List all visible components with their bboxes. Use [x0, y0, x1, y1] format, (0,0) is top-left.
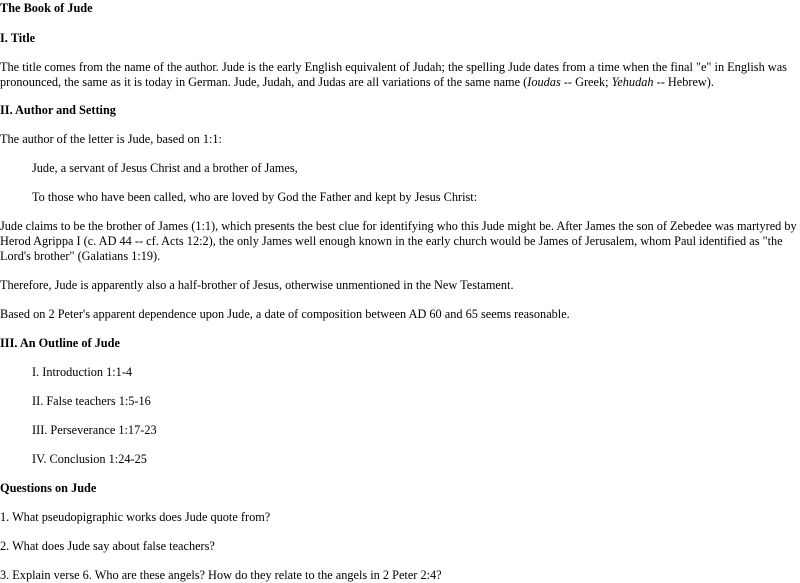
greek-word: Ioudas [527, 75, 561, 89]
james-paragraph: Jude claims to be the brother of James (1:1), which presents the best clue for identifying who this Jude might be. After James the son of Zebedee was martyred by Herod Agrippa I (c. AD 44 -- cf. Acts 12:2), the only James well enough known in the early church would be James of Jerusalem, whom Paul identified as "the Lord's brother" (Galatians 1:19). [0, 219, 797, 263]
question-item: 3. Explain verse 6. Who are these angels? How do they relate to the angels in 2 Peter 2:4? [0, 568, 442, 582]
question-item: 1. What pseudopigraphic works does Jude quote from? [0, 510, 271, 524]
hebrew-word: Yehudah [611, 75, 654, 89]
outline-item: I. Introduction 1:1-4 [32, 365, 133, 379]
title-paragraph-text-a: The title comes from the name of the author. Jude is the early English equivalent of Judah; the spelling Jude dates from a time when the final "e" in English was pronounced, the same as it is today in German. Jude, Judah, and Judas are all variations of the same name ( [0, 60, 787, 89]
therefore-paragraph: Therefore, Jude is apparently also a half-brother of Jesus, otherwise unmentioned in the New Testament. [0, 278, 514, 292]
quote-line-2: To those who have been called, who are loved by God the Father and kept by Jesus Christ: [32, 190, 478, 204]
section-heading-questions: Questions on Jude [0, 481, 97, 495]
author-intro: The author of the letter is Jude, based on 1:1: [0, 132, 222, 146]
outline-item: II. False teachers 1:5-16 [32, 394, 151, 408]
quote-line-1: Jude, a servant of Jesus Christ and a brother of James, [32, 161, 298, 175]
document-title: The Book of Jude [0, 1, 93, 15]
outline-item: IV. Conclusion 1:24-25 [32, 452, 147, 466]
question-item: 2. What does Jude say about false teachers? [0, 539, 215, 553]
title-paragraph-text-b: -- Greek; [560, 75, 612, 89]
title-paragraph-text-c: -- Hebrew). [653, 75, 714, 89]
title-paragraph [0, 60, 800, 90]
section-heading-title: I. Title [0, 31, 36, 45]
outline-item: III. Perseverance 1:17-23 [32, 423, 157, 437]
section-heading-outline: III. An Outline of Jude [0, 336, 120, 350]
section-heading-author: II. Author and Setting [0, 103, 116, 117]
date-paragraph: Based on 2 Peter's apparent dependence upon Jude, a date of composition between AD 60 and 65 seems reasonable. [0, 307, 570, 321]
